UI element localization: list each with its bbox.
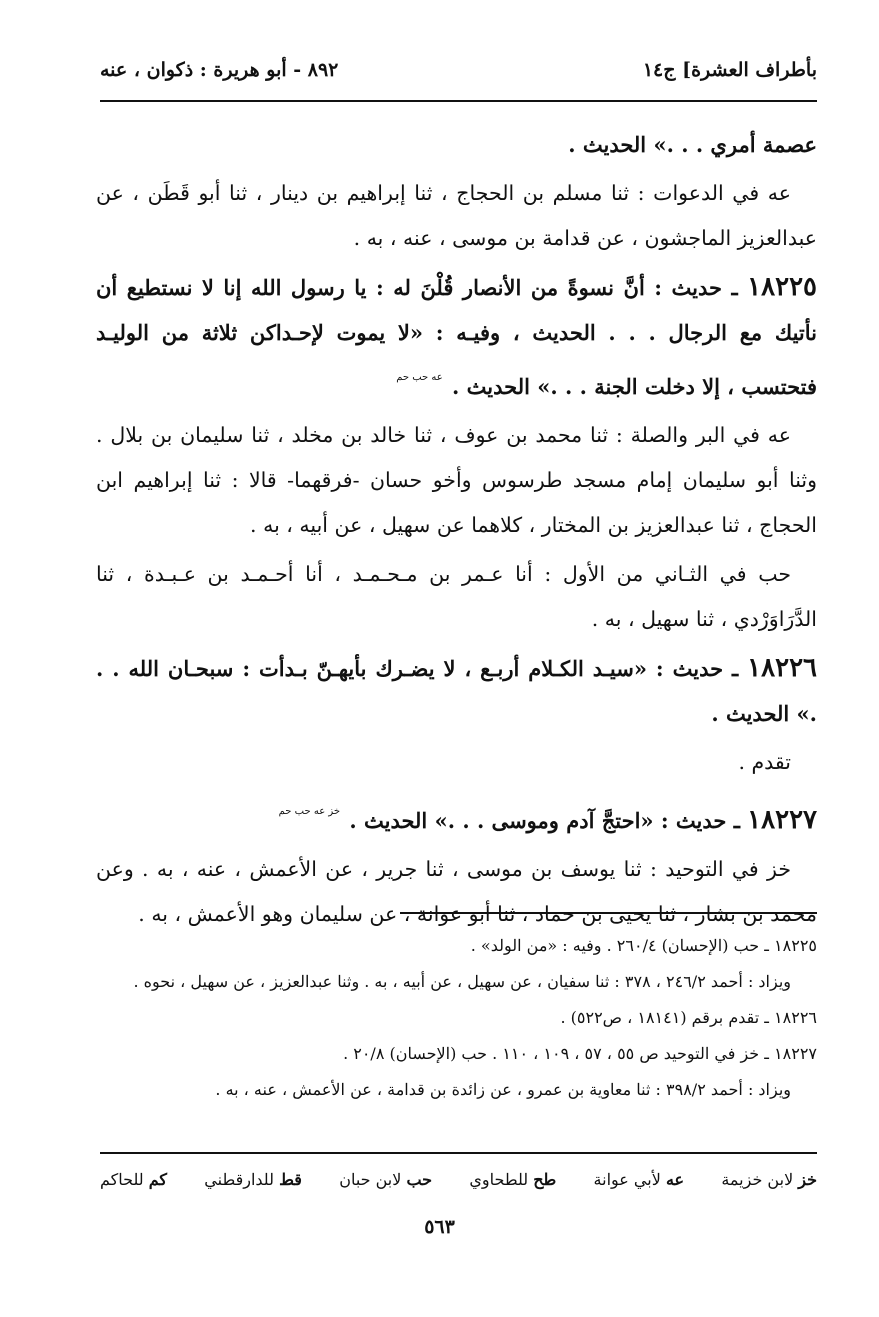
hadith-18226: [96, 646, 817, 736]
footnote: ويزاد : أحمد ٢٤٦/٢ ، ٣٧٨ : ثنا سفيان ، عن سهيل ، عن أبيه ، به . وثنا عبدالعزيز ، عن سهيل ، نحوه .: [133, 972, 791, 991]
abbreviation-item: عه لأبي عوانة: [593, 1169, 685, 1189]
abbreviations-legend: [100, 1162, 817, 1196]
footnote: ويزاد : أحمد ٣٩٨/٢ : ثنا معاوية بن عمرو ، عن زائدة بن قدامة ، عن الأعمش ، عنه ، به .: [215, 1080, 791, 1099]
abbreviation-item: كم للحاكم: [100, 1169, 167, 1189]
hadith-text: ـ حديث : «احتجَّ آدم وموسى . . .» الحديث .: [349, 808, 748, 833]
footnote: ١٨٢٢٥ ـ حب (الإحسان) ٢٦٠/٤ . وفيه : «من الولد» .: [470, 936, 817, 955]
paragraph-1: عصمة أمري . . .» الحديث .: [568, 132, 817, 157]
footnote: ١٨٢٢٧ ـ خز في التوحيد ص ٥٥ ، ٥٧ ، ١٠٩ ، ١١٠ . حب (الإحسان) ٢٠/٨ .: [343, 1044, 817, 1063]
running-header: [100, 52, 817, 88]
abbreviation-item: قط للدارقطني: [204, 1169, 302, 1189]
footnote: ١٨٢٢٦ ـ تقدم برقم (١٨١٤١ ، ص٥٢٢) .: [560, 1008, 817, 1027]
paragraph-7: تقدم .: [738, 750, 791, 774]
hadith-text: ـ حديث : أنَّ نسوةً من الأنصار قُلْنَ له : يا رسول الله إنا لا نستطيع أن نأتيك مع الرجال . . . الحديث ، وفيـه : «لا يموت لإحـداكن ثلاثة من الوليـد فتحتسب ، إلا دخلت الجنة . . .» الحديث .: [96, 275, 817, 399]
hadith-number: ١٨٢٢٧: [747, 805, 817, 835]
main-text: [96, 122, 817, 941]
hadith-number: ١٨٢٢٦: [747, 653, 817, 683]
abbreviations-divider: [100, 1152, 817, 1154]
hadith-18225: [96, 265, 817, 409]
abbreviation-item: حب لابن حبان: [339, 1169, 433, 1189]
page-number: ٥٦٣: [424, 1216, 455, 1238]
paragraph-9: خز في التوحيد : ثنا يوسف بن موسى ، ثنا جرير ، عن الأعمش ، عنه ، به . وعن محمد بن بشار ، ثنا يحيى بن حماد ، ثنا أبو عوانة ، عن سليمان وهو الأعمش ، به .: [96, 857, 817, 926]
footnotes: [100, 928, 817, 1108]
abbreviation-item: طح للطحاوي: [469, 1169, 557, 1189]
hadith-text: ـ حديث : «سيـد الكـلام أربـع ، لا يضـرك بأيهـنّ بـدأت : سبحـان الله . . .» الحديث .: [96, 656, 817, 726]
paragraph-4: عه في البر والصلة : ثنا محمد بن عوف ، ثنا خالد بن مخلد ، ثنا سليمان بن بلال . وثنا أبو سليمان إمام مسجد طرسوس وأخو حسان -فرقهما- قالا : ثنا إبراهيم ابن الحجاج ، ثنا عبدالعزيز بن المختار ، كلاهما عن سهيل ، عن أبيه ، به .: [96, 423, 817, 537]
header-right-title: بأطراف العشرة] ج١٤: [642, 59, 817, 81]
abbreviation-item: خز لابن خزيمة: [721, 1169, 817, 1189]
source-marks: عه حب حم: [396, 372, 443, 383]
footnote-divider: [400, 912, 817, 914]
source-marks: خز عه حب حم: [278, 806, 341, 817]
hadith-number: ١٨٢٢٥: [747, 272, 817, 302]
paragraph-5: حب في الثـاني من الأول : أنا عـمر بن مـحـمـد ، أنا أحـمـد بن عـبـدة ، ثنا الدَّرَاوَرْدي ، ثنا سهيل ، به .: [96, 562, 817, 631]
paragraph-2: عه في الدعوات : ثنا مسلم بن الحجاج ، ثنا إبراهيم بن دينار ، ثنا أبو قَطَن ، عن عبدالعزيز الماجشون ، عن قدامة بن موسى ، عنه ، به .: [96, 181, 817, 250]
header-divider: [100, 100, 817, 102]
header-left-title: ٨٩٢ - أبو هريرة : ذكوان ، عنه: [100, 59, 339, 81]
hadith-18227: [96, 789, 817, 843]
